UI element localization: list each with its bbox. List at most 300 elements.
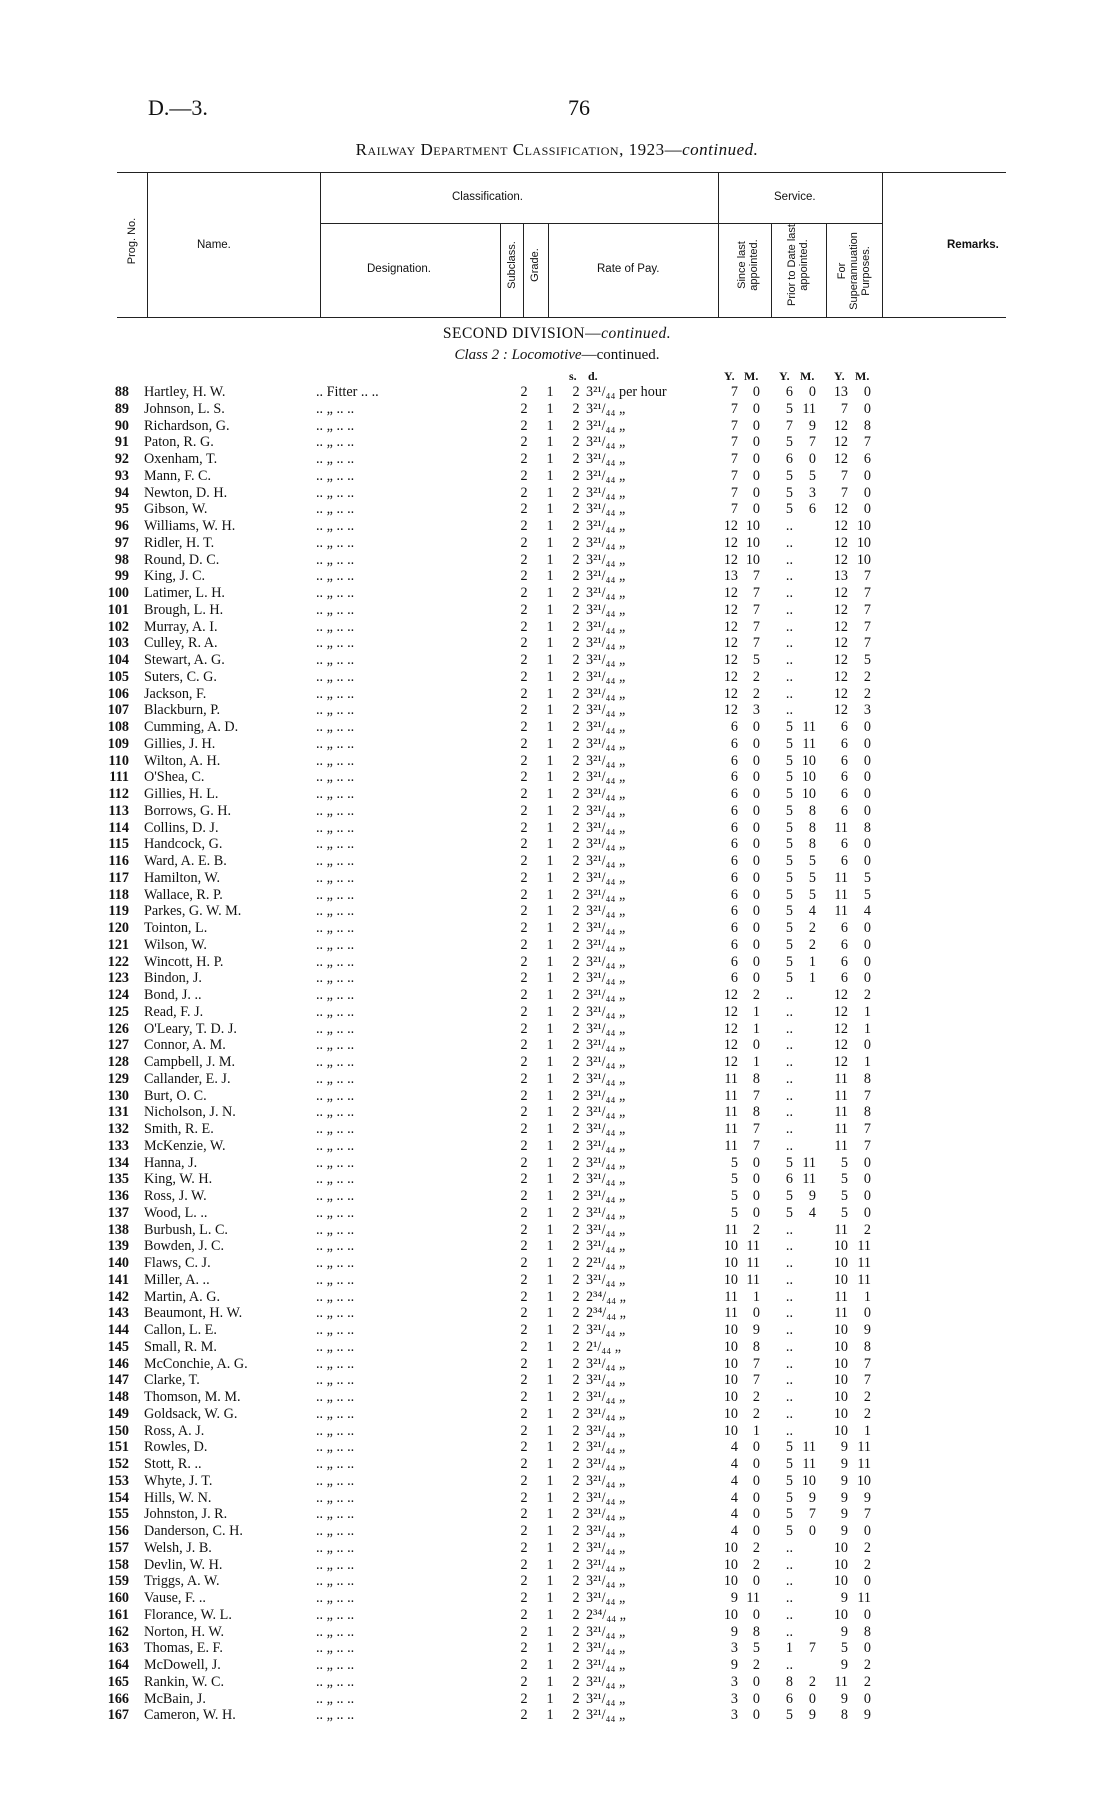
since-years-cell: 9 [730,1590,738,1606]
designation-header: Designation. [367,263,431,275]
prior-years-cell: .. [785,1606,793,1623]
rate-pence-cell: 3²¹/₄₄ „ [586,534,626,551]
grade-cell: 1 [546,1255,554,1271]
table-row [0,1439,1114,1456]
prog-no-cell: 146 [107,1355,129,1372]
designation-cell: .. „ .. .. [316,484,355,501]
rate-shillings-cell: 2 [572,1707,580,1724]
prog-no-cell: 124 [107,987,129,1003]
since-months-cell: 0 [752,1154,760,1171]
name-cell: Florance, W. L. [144,1606,232,1623]
subclass-cell: 2 [520,417,528,434]
super-years-cell: 7 [840,400,848,417]
super-years-cell: 10 [833,1389,848,1405]
designation-cell: .. „ .. .. [316,501,355,518]
grade-cell: 1 [546,1305,554,1322]
super-months-cell: 0 [863,501,871,518]
name-cell: Ridler, H. T. [144,534,215,551]
name-cell: Cameron, W. H. [144,1707,236,1724]
prior-months-cell: 0 [808,384,816,400]
since-years-cell: 7 [730,400,738,417]
prog-no-cell: 109 [107,735,129,752]
super-years-cell: 5 [840,1204,848,1221]
prior-years-cell: 5 [785,752,793,769]
designation-cell: .. „ .. .. [316,1623,355,1640]
super-months-cell: 0 [863,936,871,953]
super-months-cell: 7 [863,1355,871,1372]
grade-cell: 1 [546,1322,554,1338]
subclass-cell: 2 [520,920,528,936]
since-years-cell: 6 [730,735,738,752]
super-years-cell: 11 [834,1673,848,1690]
table-row [0,887,1114,904]
prog-no-cell: 94 [114,484,129,501]
prior-years-cell: 5 [785,735,793,752]
table-row [0,1523,1114,1540]
prior-months-cell: 4 [808,1204,816,1221]
designation-cell: .. „ .. .. [316,1322,355,1338]
table-row [0,1590,1114,1607]
rate-pence-cell: 3²¹/₄₄ „ [586,618,626,635]
designation-cell: .. „ .. .. [316,1606,355,1623]
since-header: Since last appointed. [736,239,760,291]
prior-years-cell: 5 [785,886,793,903]
table-row [0,1054,1114,1071]
name-cell: Hartley, H. W. [144,384,226,400]
prior-years-cell: 5 [785,1188,793,1204]
rate-shillings-cell: 2 [572,970,580,987]
name-cell: Whyte, J. T. [144,1472,213,1489]
subclass-cell: 2 [520,1690,528,1707]
table-row [0,1657,1114,1674]
prior-years-cell: .. [785,1305,793,1322]
super-months-cell: 11 [857,1439,871,1456]
prior-years-cell: 5 [785,1472,793,1489]
prior-years-cell: .. [785,1623,793,1640]
rate-pence-cell: 3²¹/₄₄ „ [586,970,626,987]
since-months-cell: 0 [752,903,760,920]
grade-cell: 1 [546,1405,554,1422]
super-months-cell: 7 [863,1137,871,1154]
prior-years-cell: .. [785,1405,793,1422]
super-months-cell: 0 [863,1523,871,1539]
since-months-cell: 7 [752,1355,760,1372]
prior-years-cell: .. [785,585,793,601]
remarks-header: Remarks. [947,239,999,251]
prior-header: Prior to Date last appointed. [786,224,810,306]
subclass-cell: 2 [520,451,528,467]
name-cell: Burt, O. C. [144,1087,207,1104]
prior-years-cell: 5 [785,1439,793,1456]
prog-no-cell: 141 [107,1271,129,1288]
since-months-cell: 0 [752,786,760,802]
prior-years-cell: 5 [785,786,793,802]
grade-cell: 1 [546,1590,554,1606]
name-cell: Richardson, G. [144,417,230,434]
super-months-cell: 8 [863,819,871,836]
since-years-cell: 12 [723,987,738,1003]
service-header: Service. [774,191,816,203]
subclass-cell: 2 [520,1204,528,1221]
prior-years-cell: 5 [785,903,793,920]
since-months-cell: 0 [752,451,760,467]
designation-cell: .. „ .. .. [316,652,355,668]
super-months-cell: 0 [863,484,871,501]
super-years-cell: 9 [840,1657,848,1673]
subclass-cell: 2 [520,1405,528,1422]
since-months-cell: 11 [746,1255,760,1271]
table-row [0,1372,1114,1389]
super-years-cell: 13 [833,384,848,400]
table-row [0,1004,1114,1021]
grade-cell: 1 [546,987,554,1003]
super-years-cell: 12 [833,652,848,668]
table-row [0,401,1114,418]
prior-years-cell: .. [785,1003,793,1020]
super-months-cell: 2 [863,685,871,702]
grade-cell: 1 [546,819,554,836]
grade-cell: 1 [546,400,554,417]
name-header: Name. [197,239,231,251]
subclass-cell: 2 [520,1188,528,1204]
table-row [0,987,1114,1004]
super-years-cell: 12 [833,635,848,652]
name-cell: Stott, R. .. [144,1456,202,1472]
rate-shillings-cell: 2 [572,1188,580,1204]
super-years-cell: 6 [840,836,848,853]
prior-years-cell: .. [785,1054,793,1070]
grade-cell: 1 [546,518,554,534]
name-cell: Miller, A. .. [144,1271,210,1288]
class-name: Locomotive [511,347,582,363]
prog-no-cell: 156 [107,1523,129,1539]
designation-cell: .. „ .. .. [316,1389,355,1405]
super-months-cell: 0 [863,1188,871,1204]
subclass-cell: 2 [520,1054,528,1070]
designation-cell: .. „ .. .. [316,819,355,836]
since-months-cell: 2 [752,685,760,702]
super-years-cell: 6 [840,936,848,953]
division-title-text: SECOND DIVISION— [442,325,602,342]
since-months-cell: 1 [752,1020,760,1037]
super-years-cell: 10 [833,1405,848,1422]
subclass-cell: 2 [520,585,528,601]
rate-shillings-cell: 2 [572,1020,580,1037]
designation-cell: .. „ .. .. [316,735,355,752]
prog-no-cell: 102 [107,618,129,635]
rate-shillings-cell: 2 [572,987,580,1003]
grade-cell: 1 [546,1104,554,1121]
designation-cell: .. „ .. .. [316,1472,355,1489]
super-years-cell: 6 [840,735,848,752]
super-months-cell: 2 [863,1673,871,1690]
table-row [0,1037,1114,1054]
designation-cell: .. „ .. .. [316,903,355,920]
prior-years-cell: .. [785,1556,793,1573]
table-row [0,535,1114,552]
since-years-cell: 7 [730,384,738,400]
grade-cell: 1 [546,601,554,618]
super-months-cell: 8 [863,1104,871,1121]
prior-months-cell: 11 [802,735,816,752]
prog-no-cell: 130 [107,1087,129,1104]
super-years-cell: 12 [833,434,848,451]
rate-pence-cell: 3²¹/₄₄ „ [586,1204,626,1221]
grade-cell: 1 [546,1523,554,1539]
grade-cell: 1 [546,1472,554,1489]
grade-cell: 1 [546,501,554,518]
rate-pence-cell: 3²¹/₄₄ „ [586,1539,626,1556]
rate-shillings-cell: 2 [572,1539,580,1556]
since-years-cell: 6 [730,869,738,886]
rate-pence-cell: 3²¹/₄₄ „ [586,1623,626,1640]
prior-years-cell: .. [785,568,793,585]
rate-shillings-cell: 2 [572,618,580,635]
prior-months-cell: 11 [802,1171,816,1188]
grade-cell: 1 [546,1606,554,1623]
table-row [0,485,1114,502]
rate-shillings-cell: 2 [572,1456,580,1472]
rate-shillings-cell: 2 [572,1389,580,1405]
grade-cell: 1 [546,668,554,685]
table-row [0,602,1114,619]
super-years-cell: 6 [840,719,848,735]
designation-cell: .. „ .. .. [316,1121,355,1137]
since-months-cell: 0 [752,1188,760,1204]
since-months-cell: 0 [752,886,760,903]
since-months-cell: 1 [752,1054,760,1070]
prog-no-cell: 125 [107,1003,129,1020]
rate-shillings-cell: 2 [572,484,580,501]
superannuation-header: For Superannuation Purposes. [836,232,872,310]
rate-shillings-cell: 2 [572,518,580,534]
table-row [0,686,1114,703]
super-months-cell: 0 [863,752,871,769]
prog-no-cell: 144 [107,1322,129,1338]
super-months-cell: 0 [863,400,871,417]
table-row [0,736,1114,753]
prior-years-cell: 5 [785,802,793,819]
table-row [0,1506,1114,1523]
prior-years-cell: .. [785,1573,793,1590]
name-cell: Ross, A. J. [144,1422,205,1439]
super-years-cell: 11 [834,1305,848,1322]
super-months-cell: 5 [863,869,871,886]
designation-cell: .. „ .. .. [316,920,355,936]
since-months-cell: 2 [752,987,760,1003]
rate-shillings-cell: 2 [572,534,580,551]
since-years-cell: 6 [730,953,738,970]
since-years-cell: 5 [730,1204,738,1221]
rate-shillings-cell: 2 [572,635,580,652]
since-months-cell: 0 [752,484,760,501]
grade-cell: 1 [546,1389,554,1405]
since-years-cell: 12 [723,551,738,568]
super-years-cell: 12 [833,702,848,719]
table-row [0,518,1114,535]
name-cell: Clarke, T. [144,1372,200,1389]
super-years-cell: 12 [833,451,848,467]
super-months-cell: 8 [863,417,871,434]
rate-pence-cell: 3²¹/₄₄ „ [586,920,626,936]
grade-cell: 1 [546,1171,554,1188]
rate-pence-cell: 3²¹/₄₄ „ [586,484,626,501]
super-months-cell: 0 [863,1154,871,1171]
since-months-cell: 2 [752,1539,760,1556]
table-row [0,552,1114,569]
since-years-cell: 4 [730,1472,738,1489]
prog-no-cell: 155 [107,1506,129,1523]
subclass-cell: 2 [520,1556,528,1573]
since-months-cell: 0 [752,719,760,735]
since-months-cell: 0 [752,1606,760,1623]
designation-cell: .. „ .. .. [316,1188,355,1204]
rate-shillings-cell: 2 [572,1606,580,1623]
subclass-cell: 2 [520,1439,528,1456]
grade-cell: 1 [546,384,554,400]
table-row [0,384,1114,401]
since-years-cell: 11 [724,1070,738,1087]
since-months-cell: 1 [752,1422,760,1439]
super-years-cell: 5 [840,1188,848,1204]
rate-shillings-cell: 2 [572,1439,580,1456]
prior-years-cell: .. [785,1255,793,1271]
grade-cell: 1 [546,467,554,484]
super-months-cell: 8 [863,1070,871,1087]
rate-pence-cell: 3²¹/₄₄ „ [586,1171,626,1188]
rate-pence-cell: 3²¹/₄₄ „ [586,1657,626,1673]
rate-shillings-cell: 2 [572,1640,580,1657]
prog-no-cell: 143 [107,1305,129,1322]
super-months-cell: 0 [863,719,871,735]
prior-years-cell: .. [785,1338,793,1355]
super-months-cell: 0 [863,1037,871,1054]
subclass-cell: 2 [520,702,528,719]
prog-no-cell: 133 [107,1137,129,1154]
grade-cell: 1 [546,1673,554,1690]
rate-shillings-cell: 2 [572,920,580,936]
since-months-cell: 2 [752,1556,760,1573]
rate-shillings-cell: 2 [572,1405,580,1422]
designation-cell: .. „ .. .. [316,802,355,819]
super-months-cell: 0 [863,970,871,987]
name-cell: Collins, D. J. [144,819,219,836]
name-cell: Callon, L. E. [144,1322,217,1338]
since-years-cell: 12 [723,1054,738,1070]
since-years-cell: 10 [723,1389,738,1405]
prior-months-cell: 7 [808,434,816,451]
super-months-cell: 1 [863,1422,871,1439]
prior-months-cell: 0 [808,1523,816,1539]
table-row [0,1674,1114,1691]
since-months-cell: 1 [752,1003,760,1020]
table-row [0,1155,1114,1172]
rate-shillings-cell: 2 [572,1104,580,1121]
rate-pence-cell: 3²¹/₄₄ „ [586,802,626,819]
since-years-cell: 6 [730,769,738,786]
prior-months-cell: 5 [808,869,816,886]
subclass-cell: 2 [520,752,528,769]
since-years-cell: 12 [723,601,738,618]
super-years-cell: 9 [840,1590,848,1606]
rate-pence-cell: 3²¹/₄₄ „ [586,568,626,585]
since-months-cell: 2 [752,1389,760,1405]
rate-shillings-cell: 2 [572,1271,580,1288]
divider [771,223,772,317]
since-years-cell: 10 [723,1355,738,1372]
since-months-cell: 0 [752,769,760,786]
grade-cell: 1 [546,1707,554,1724]
prog-no-cell: 135 [107,1171,129,1188]
rate-pence-cell: 3²¹/₄₄ „ [586,1389,626,1405]
prior-years-cell: .. [785,1020,793,1037]
rate-shillings-cell: 2 [572,585,580,601]
super-months-cell: 10 [856,534,871,551]
since-months-cell: 0 [752,1037,760,1054]
designation-cell: .. „ .. .. [316,1154,355,1171]
since-years-cell: 11 [724,1137,738,1154]
rate-shillings-cell: 2 [572,434,580,451]
super-months-cell: 9 [863,1707,871,1724]
rate-pence-cell: 3²¹/₄₄ „ [586,702,626,719]
prior-years-cell: 5 [785,1456,793,1472]
since-years-cell: 11 [724,1121,738,1137]
designation-cell: .. „ .. .. [316,987,355,1003]
super-months-cell: 0 [863,769,871,786]
rate-shillings-cell: 2 [572,652,580,668]
super-months-cell: 2 [863,1539,871,1556]
table-row [0,853,1114,870]
grade-cell: 1 [546,1422,554,1439]
prior-years-cell: 6 [785,384,793,400]
rate-pence-cell: 3²¹/₄₄ „ [586,987,626,1003]
prog-no-cell: 115 [108,836,129,853]
table-row [0,1305,1114,1322]
prog-no-cell: 92 [114,451,129,467]
rate-pence-cell: 3²¹/₄₄ „ [586,1188,626,1204]
since-months-cell: 0 [752,1439,760,1456]
prior-years-cell: .. [785,534,793,551]
super-months-cell: 0 [863,735,871,752]
rate-pence-cell: 3²¹/₄₄ „ [586,685,626,702]
grade-cell: 1 [546,1087,554,1104]
subclass-cell: 2 [520,1355,528,1372]
super-months-cell: 0 [863,1690,871,1707]
prior-years-cell: 5 [785,853,793,869]
subclass-cell: 2 [520,1037,528,1054]
since-years-cell: 6 [730,719,738,735]
table-row [0,1071,1114,1088]
subclass-cell: 2 [520,1506,528,1523]
designation-cell: .. „ .. .. [316,1255,355,1271]
rate-shillings-cell: 2 [572,853,580,869]
since-years-cell: 9 [730,1623,738,1640]
subclass-cell: 2 [520,635,528,652]
prior-months-cell: 10 [801,769,816,786]
super-years-cell: 9 [840,1439,848,1456]
subclass-cell: 2 [520,1154,528,1171]
super-years-cell: 11 [834,1221,848,1238]
prog-no-cell: 137 [107,1204,129,1221]
rate-pence-cell: 3²¹/₄₄ „ [586,467,626,484]
table-row [0,870,1114,887]
grade-cell: 1 [546,1037,554,1054]
rate-shillings-cell: 2 [572,1121,580,1137]
name-cell: Hanna, J. [144,1154,198,1171]
rate-shillings-cell: 2 [572,903,580,920]
subclass-cell: 2 [520,518,528,534]
unit-m: M. [855,369,870,383]
